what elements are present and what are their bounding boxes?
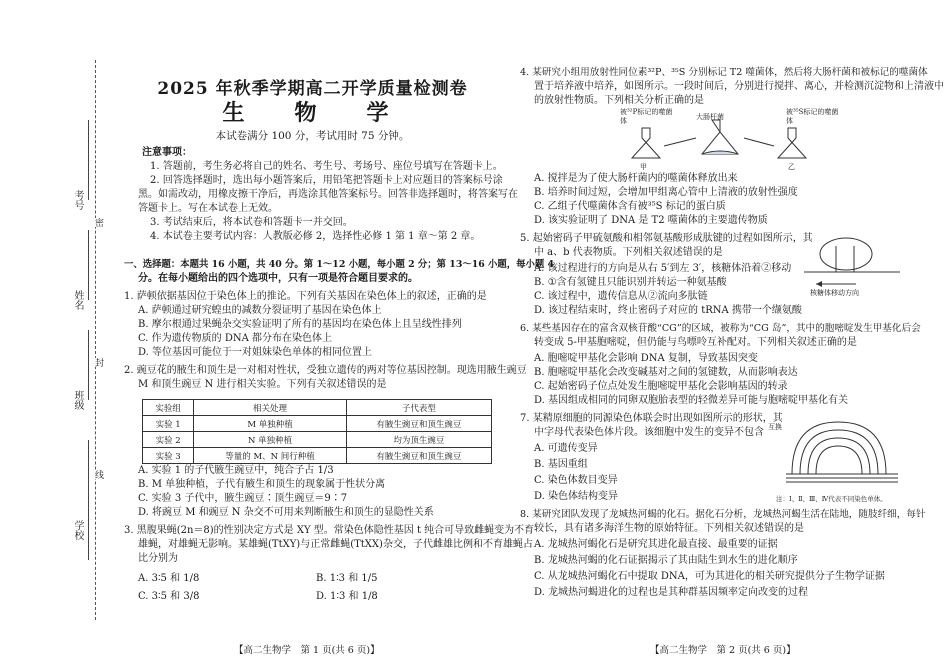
gutter-seal-xian: 线 <box>93 470 103 479</box>
question-8-cont: 较长，具有诸多海洋生物的原始特征。下列相关叙述错误的是 <box>534 523 804 534</box>
arrow-to-yi <box>744 138 774 146</box>
option-a: A. 3∶5 和 1/8 <box>138 573 200 584</box>
note-line: 答题卡上。写在本试卷上无效。 <box>138 203 278 214</box>
flask-yi <box>778 128 806 158</box>
option-line: A. 胞嘧啶甲基化会影响 DNA 复制，导致基因突变 <box>534 353 758 364</box>
option-line: C. 实验 3 子代中，腋生豌豆∶顶生豌豆＝9∶7 <box>138 493 348 504</box>
ribosome-figure <box>796 232 906 292</box>
table-header: 实验组 <box>143 400 194 416</box>
gutter-exam-number-field[interactable] <box>88 120 99 200</box>
option-line: A. 搅拌是为了使大肠杆菌内的噬菌体释放出来 <box>534 173 738 184</box>
fig4-label-s35: 被³⁵S标记的噬菌体 <box>786 108 839 125</box>
note-line: 2. 回答选择题时，选出每小题答案后，用铅笔把答题卡上对应题目的答案标号涂 <box>150 175 503 186</box>
question-4-cont: 的放射性物质。下列相关分析正确的是 <box>534 95 704 106</box>
option-line: C. 从龙城热河蝎化石中提取 DNA，可为其进化的相关研究提供分子生物学证据 <box>534 571 885 582</box>
right-page <box>520 0 944 672</box>
fig4-label-jia: 甲 <box>640 163 647 171</box>
question-7: 7. 某精原细胞的同源染色体联会时出现如图所示的形状，其 <box>520 413 783 424</box>
fig7-label: 互换 <box>768 423 782 431</box>
question-2-cont: M 和顶生豌豆 N 进行相关实验。下列有关叙述错误的是 <box>138 379 387 390</box>
table-header: 相关处理 <box>194 400 346 416</box>
option-line: C. 该过程中，遗传信息从②流向多肽链 <box>534 291 708 302</box>
table-cell: 均为顶生豌豆 <box>346 432 491 448</box>
binding-gutter <box>0 0 112 672</box>
option-line: D. 龙城热河蝎进化的过程也是其种群基因频率定向改变的过程 <box>534 587 809 598</box>
option-line: A. 萨顿通过研究蝗虫的减数分裂证明了基因在染色体上 <box>138 305 382 316</box>
table-cell: 实验 3 <box>143 448 194 464</box>
left-page <box>120 0 555 672</box>
table-cell: N 单独种植 <box>194 432 346 448</box>
section-heading: 分。在每小题给出的四个选项中，只有一项是符合题目要求的。 <box>138 273 418 284</box>
fig5-caption: 核糖体移动方向 <box>810 289 859 297</box>
gutter-seal-feng: 封 <box>93 358 103 367</box>
option-line: D. 等位基因可能位于一对姐妹染色单体的相同位置上 <box>138 347 373 358</box>
exam-subtitle: 本试卷满分 100 分，考试用时 75 分钟。 <box>215 130 410 142</box>
exam-subject: 生 物 学 <box>222 100 403 126</box>
exam-title: 2025 年秋季学期高二开学质量检测卷 <box>157 79 468 99</box>
table-row <box>143 432 492 448</box>
table-cell: 实验 1 <box>143 416 194 432</box>
table-header-row <box>143 400 492 416</box>
fig4-label-ecoli: 大肠杆菌 <box>696 113 724 121</box>
option-line: D. 该实验证明了 DNA 是 T2 噬菌体的主要遗传物质 <box>534 215 768 226</box>
notes-heading: 注意事项： <box>142 147 192 158</box>
gutter-seal-mi: 密 <box>93 218 103 227</box>
option-line: B. 培养时间过短，会增加甲组离心管中上清液的放射性强度 <box>534 187 798 198</box>
note-line: 3. 考试结束后，将本试卷和答题卡一并交回。 <box>150 217 353 228</box>
table-cell: 实验 2 <box>143 432 194 448</box>
page-footer-left: 【高二生物学 第 1 页(共 6 页)】 <box>234 645 380 656</box>
fig7-caption: 注：Ⅰ、Ⅱ、Ⅲ、Ⅳ代表不同染色单体。 <box>776 495 887 503</box>
section-heading: 一、选择题：本题共 16 小题，共 40 分。第 1～12 小题，每小题 2 分；第 13～16 小题，每小题 4 <box>124 259 555 270</box>
arrow-to-jia <box>664 138 696 146</box>
fig4-label-p32: 被³²P标记的噬菌体 <box>620 108 673 125</box>
table-cell: 有腋生豌豆和顶生豌豆 <box>346 416 491 432</box>
option-line: A. 该过程进行的方向是从右 5′到左 3′，核糖体沿着②移动 <box>534 263 792 274</box>
culture-liquid <box>702 151 738 154</box>
option-line: D. 染色体结构变异 <box>534 491 619 502</box>
flask-jia <box>632 128 660 158</box>
question-7-cont: 中字母代表染色体片段。该细胞中发生的变异不包含 <box>534 427 764 438</box>
option-line: D. 将豌豆 M 和豌豆 N 杂交不可用来判断腋生和顶生的显隐性关系 <box>138 507 434 518</box>
flask-ecoli <box>702 120 738 154</box>
question-6: 6. 某些基因存在的富含双核苷酸“CG”的区域，被称为“CG 岛”，其中的胞嘧啶发生甲基化后会 <box>520 323 921 334</box>
option-line: B. ①含有氢键且只能识别并转运一种氨基酸 <box>534 277 727 288</box>
option-line: D. 该过程结束时，终止密码子对应的 tRNA 携带一个缬氨酸 <box>534 305 802 316</box>
ribosome-shape <box>820 238 872 270</box>
question-2: 2. 豌豆花的腋生和顶生是一对相对性状，受独立遗传的两对等位基因控制。现选用腋生豌豆 <box>124 365 527 376</box>
note-line: 1. 答题前，考生务必将自己的姓名、考生号、考场号、座位号填写在答题卡上。 <box>150 161 503 172</box>
experiment-table <box>142 399 492 464</box>
note-line: 4. 本试卷主要考试内容：人教版必修 2，选择性必修 1 第 1 章～第 2 章。 <box>150 231 481 242</box>
table-cell: 有腋生豌豆和顶生豌豆 <box>346 448 491 464</box>
table-row <box>143 448 492 464</box>
table-header: 子代表型 <box>346 400 491 416</box>
question-3-cont: 比分别为 <box>138 553 178 564</box>
option-line: A. 可遗传变异 <box>534 443 598 454</box>
option-b: B. 1∶3 和 1/5 <box>316 573 378 584</box>
gutter-school-field[interactable] <box>88 440 99 560</box>
question-4: 4. 某研究小组用放射性同位素³²P、³⁵S 分别标记 T2 噬菌体，然后将大肠杆菌和被标记的噬菌体 <box>520 67 928 78</box>
question-3-cont: 雄蝇，对雄蝇无影响。某雄蝇(TtXY)与正常雌蝇(TtXX)杂交，子代雌雄比例和不育雄蝇占 <box>138 539 533 550</box>
option-line: A. 实验 1 的子代腋生豌豆中，纯合子占 1/3 <box>138 465 334 476</box>
gutter-class-label: 班级 <box>72 390 83 410</box>
fig4-label-yi: 乙 <box>788 163 795 171</box>
question-3: 3. 黑腹果蝇(2n＝8)的性别决定方式是 XY 型。常染色体隐性基因 t 纯合可导致雌蝇变为不育 <box>124 525 535 536</box>
option-d: D. 1∶3 和 1/8 <box>316 591 378 602</box>
option-line: D. 基因组成相同的同卵双胞胎表型的轻微差异可能与胞嘧啶甲基化有关 <box>534 395 849 406</box>
chromosome-figure <box>782 414 902 498</box>
option-line: B. 龙城热河蝎的化石证据揭示了其由陆生到水生的进化顺序 <box>534 555 798 566</box>
table-cell: M 单独种植 <box>194 416 346 432</box>
chromatid-loop <box>816 446 862 474</box>
option-line: B. 胞嘧啶甲基化会改变碱基对之间的氢键数，从而影响表达 <box>534 367 798 378</box>
question-6-cont: 转变成 5-甲基胞嘧啶，但仍能与鸟嘌呤互补配对。下列相关叙述正确的是 <box>534 337 857 348</box>
option-line: C. 作为遗传物质的 DNA 都分布在染色体上 <box>138 333 332 344</box>
note-line: 黑。如需改动，用橡皮擦干净后，再选涂其他答案标号。回答非选择题时，将答案写在 <box>138 189 518 200</box>
option-line: B. 摩尔根通过果蝇杂交实验证明了所有的基因均在染色体上且呈线性排列 <box>138 319 462 330</box>
option-line: B. 基因重组 <box>534 459 588 470</box>
option-line: B. M 单独种植，子代有腋生和顶生的现象属于性状分离 <box>138 479 386 490</box>
question-5-cont: 中 a、b 代表物质。下列相关叙述错误的是 <box>534 247 723 258</box>
table-cell: 等量的 M、N 间行种植 <box>194 448 346 464</box>
option-line: C. 染色体数目变异 <box>534 475 618 486</box>
option-line: C. 起始密码子位点处发生胞嘧啶甲基化会影响基因的转录 <box>534 381 788 392</box>
gutter-school-label: 学校 <box>72 520 83 540</box>
question-5: 5. 起始密码子甲硫氨酸和相邻氨基酸形成肽键的过程如图所示，其 <box>520 233 813 244</box>
question-4-cont: 置于培养液中培养，如图所示。一段时间后，分别进行搅拌、离心，并检测沉淀物和上清液中 <box>534 81 944 92</box>
gutter-name-field[interactable] <box>88 230 99 300</box>
option-c: C. 3∶5 和 3/8 <box>138 591 200 602</box>
option-line: C. 乙组子代噬菌体含有被³⁵S 标记的蛋白质 <box>534 201 726 212</box>
question-8: 8. 某研究团队发现了龙城热河蝎的化石。据化石分析，龙城热河蝎生活在陆地，随肢纤细，每针 <box>520 509 926 520</box>
gutter-exam-number-label: 考号 <box>72 190 83 210</box>
gutter-name-label: 姓名 <box>72 290 83 310</box>
chromatid-loop <box>808 438 870 474</box>
option-line: A. 龙城热河蝎化石是研究其进化最直接、最重要的证据 <box>534 539 778 550</box>
page-footer-right: 【高二生物学 第 2 页(共 6 页)】 <box>650 645 796 656</box>
table-row <box>143 416 492 432</box>
question-1: 1. 萨顿依据基因位于染色体上的推论。下列有关基因在染色体上的叙述，正确的是 <box>124 291 487 302</box>
